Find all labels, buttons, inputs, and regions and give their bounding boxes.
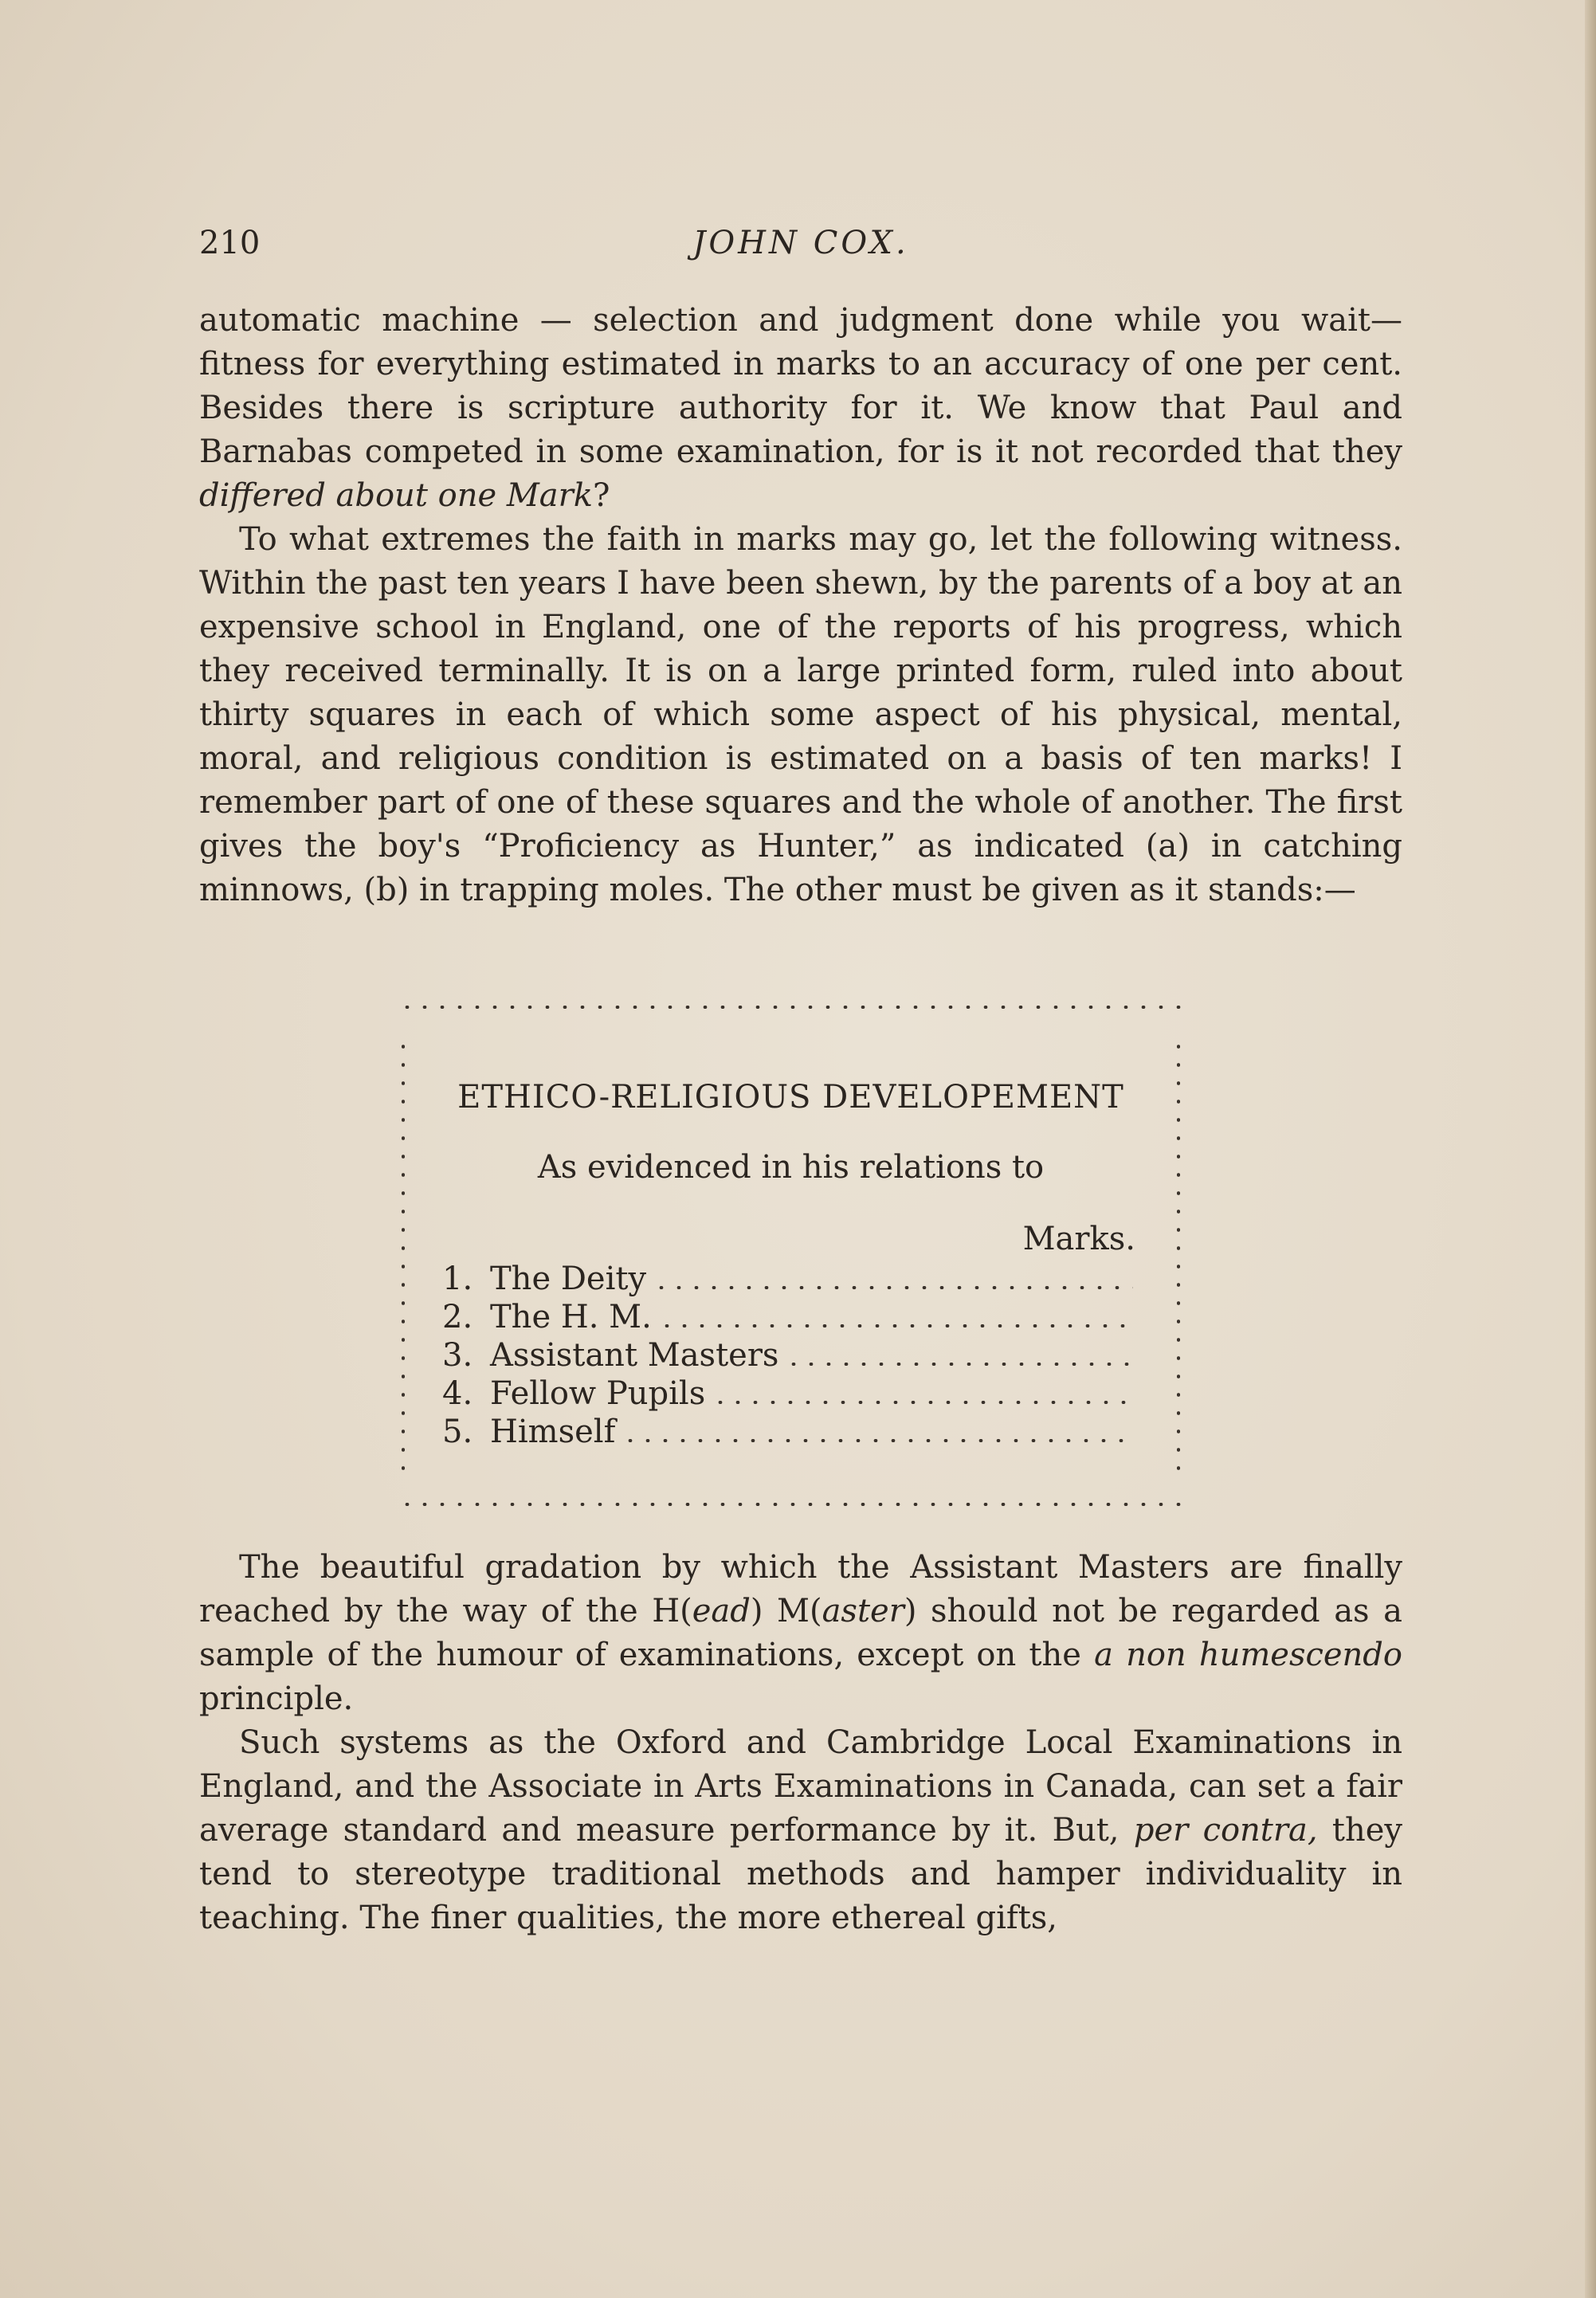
italic-phrase: differed about one Mark xyxy=(199,477,594,514)
report-item: 1. The Deity xyxy=(442,1261,1139,1299)
body-text-upper xyxy=(199,299,1402,912)
dot-leader xyxy=(653,1286,1133,1289)
box-left-border xyxy=(402,1037,405,1474)
box-top-border xyxy=(398,1006,1183,1009)
paragraph-3: The beautiful gradation by which the Assistant Masters are finally reached by the way of the H(ead) M(aster) should not be regarded as a sample of the humour of examinations, except on the a non humescendo principle. xyxy=(199,1549,1402,1717)
page-header xyxy=(199,225,1402,273)
box-bottom-border xyxy=(398,1503,1183,1506)
report-item: 3. Assistant Masters xyxy=(442,1337,1139,1375)
page-edge xyxy=(1585,0,1596,2298)
paragraph-2: To what extremes the faith in marks may go, let the following witness. Within the past ten years I have been shewn, by the parents of a boy at an expensive school in England, one of the reports of his progress, which they received terminally. It is on a large printed form, ruled into about thirty squares in each of which some aspect of his physical, mental, moral, and religious condition is estimated on a basis of ten marks! I remember part of one of these squares and the whole of another. The first gives the boy's “Proficiency as Hunter,” as indicated (a) in catching minnows, (b) in trapping moles. The other must be given as it stands:— xyxy=(199,521,1402,908)
dot-leader xyxy=(712,1401,1133,1404)
dot-leader xyxy=(658,1324,1133,1327)
marks-column-header: Marks. xyxy=(1022,1221,1135,1257)
report-items xyxy=(442,1261,1139,1452)
box-right-border xyxy=(1177,1037,1180,1474)
dot-leader xyxy=(622,1439,1133,1442)
report-title: ETHICO-RELIGIOUS DEVELOPEMENT xyxy=(457,1079,1124,1116)
paragraph-4: Such systems as the Oxford and Cambridge Local Examinations in England, and the Associate in Arts Examinations in Canada, can set a fair average standard and measure performance by it. But, per contra, they tend to stereotype traditional methods and hamper individuality in teaching. The finer qualities, the more ethereal gifts, xyxy=(199,1724,1403,1936)
report-item: 4. Fellow Pupils xyxy=(442,1375,1139,1414)
page-number: 210 xyxy=(199,225,261,261)
report-box xyxy=(398,1006,1183,1506)
report-item: 2. The H. M. xyxy=(442,1299,1139,1337)
paragraph-1: automatic machine — selection and judgment done while you wait—fitness for everything estimated in marks to an accuracy of one per cent. Besides there is scripture authority for it. We know that Paul and Barnabas competed in some examination, for is it not recorded that they differed about one Mark? xyxy=(199,302,1402,514)
dot-leader xyxy=(785,1363,1133,1366)
report-subtitle: As evidenced in his relations to xyxy=(537,1149,1045,1186)
report-item: 5. Himself xyxy=(442,1414,1139,1452)
body-text-lower xyxy=(199,1546,1402,1940)
running-head: JOHN COX. xyxy=(692,225,909,261)
